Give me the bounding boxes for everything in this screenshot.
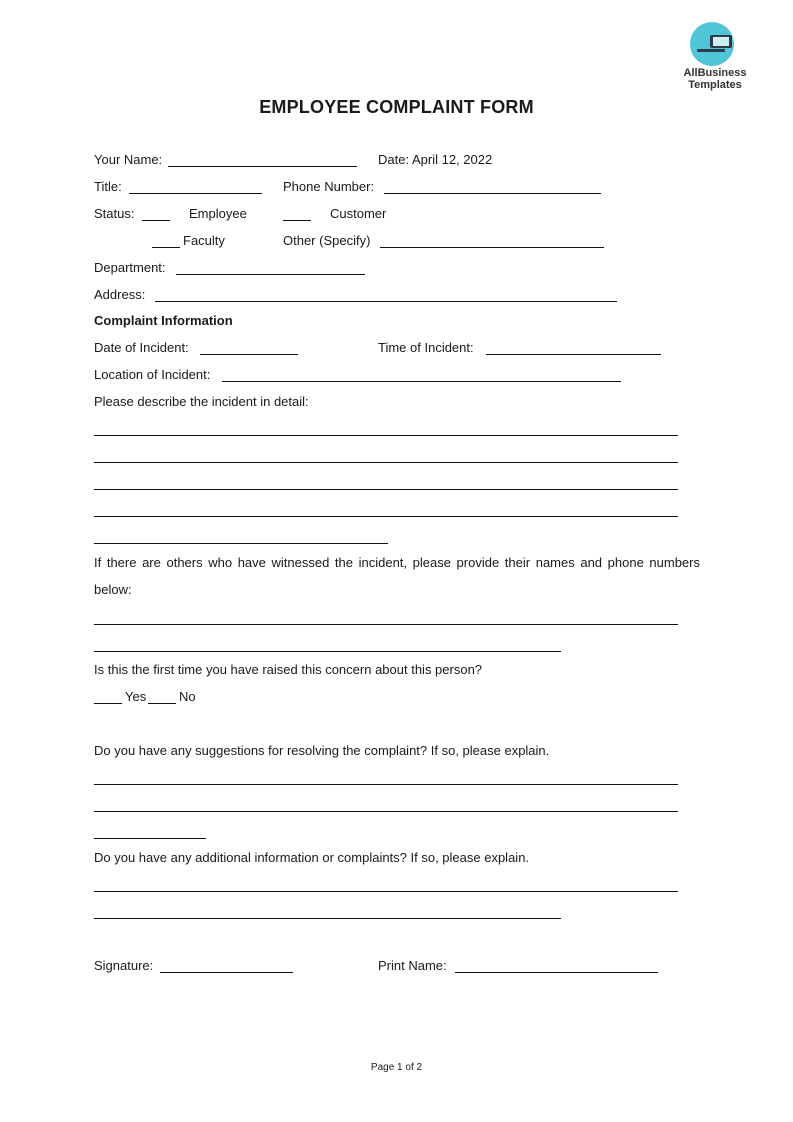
signature-label: Signature: [94,958,154,973]
witness-instruction-line1: If there are others who have witnessed the incident, please provide their names and phone numbers [94,555,700,570]
faculty-option: Faculty [183,233,225,248]
describe-line[interactable] [94,516,678,517]
print-name-label: Print Name: [378,958,447,973]
title-label: Title: [94,179,122,194]
your-name-line[interactable] [168,166,357,167]
phone-number-label: Phone Number: [283,179,375,194]
date-of-incident-label: Date of Incident: [94,340,189,355]
date-label: Date: April 12, 2022 [378,152,493,167]
suggestions-line[interactable] [94,784,678,785]
logo-line1: AllBusiness [683,67,747,79]
complaint-information-heading: Complaint Information [94,313,233,328]
no-check-line[interactable] [148,703,176,704]
yes-check-line[interactable] [94,703,122,704]
page-number: Page 1 of 2 [370,1062,423,1073]
describe-line[interactable] [94,543,388,544]
location-of-incident-label: Location of Incident: [94,367,211,382]
laptop-icon [690,22,734,66]
yes-option: Yes [125,689,147,704]
first-time-question: Is this the first time you have raised this concern about this person? [94,662,483,677]
describe-line[interactable] [94,435,678,436]
describe-line[interactable] [94,489,678,490]
employee-option: Employee [189,206,247,221]
your-name-label: Your Name: [94,152,163,167]
additional-line[interactable] [94,918,561,919]
status-label: Status: [94,206,135,221]
address-label: Address: [94,287,146,302]
witness-instruction-line2: below: [94,582,132,597]
time-of-incident-label: Time of Incident: [378,340,474,355]
suggestions-line[interactable] [94,811,678,812]
other-specify-line[interactable] [380,247,604,248]
department-line[interactable] [176,274,365,275]
address-line[interactable] [155,301,617,302]
location-of-incident-line[interactable] [222,381,621,382]
signature-line[interactable] [160,972,293,973]
department-label: Department: [94,260,166,275]
additional-question: Do you have any additional information or complaints? If so, please explain. [94,850,530,865]
form-title: EMPLOYEE COMPLAINT FORM [259,97,534,117]
faculty-check-line[interactable] [152,247,180,248]
other-specify-label: Other (Specify) [283,233,371,248]
additional-line[interactable] [94,891,678,892]
phone-number-line[interactable] [384,193,601,194]
no-option: No [179,689,196,704]
title-line[interactable] [129,193,262,194]
suggestions-question: Do you have any suggestions for resolving the complaint? If so, please explain. [94,743,550,758]
print-name-line[interactable] [455,972,658,973]
employee-check-line[interactable] [142,220,170,221]
time-of-incident-line[interactable] [486,354,661,355]
witness-line[interactable] [94,624,678,625]
customer-check-line[interactable] [283,220,311,221]
describe-line[interactable] [94,462,678,463]
customer-option: Customer [330,206,387,221]
describe-incident-label: Please describe the incident in detail: [94,394,309,409]
allbusiness-templates-logo [680,22,750,96]
suggestions-line[interactable] [94,838,206,839]
logo-line2: Templates [688,79,742,91]
witness-line[interactable] [94,651,561,652]
date-of-incident-line[interactable] [200,354,298,355]
